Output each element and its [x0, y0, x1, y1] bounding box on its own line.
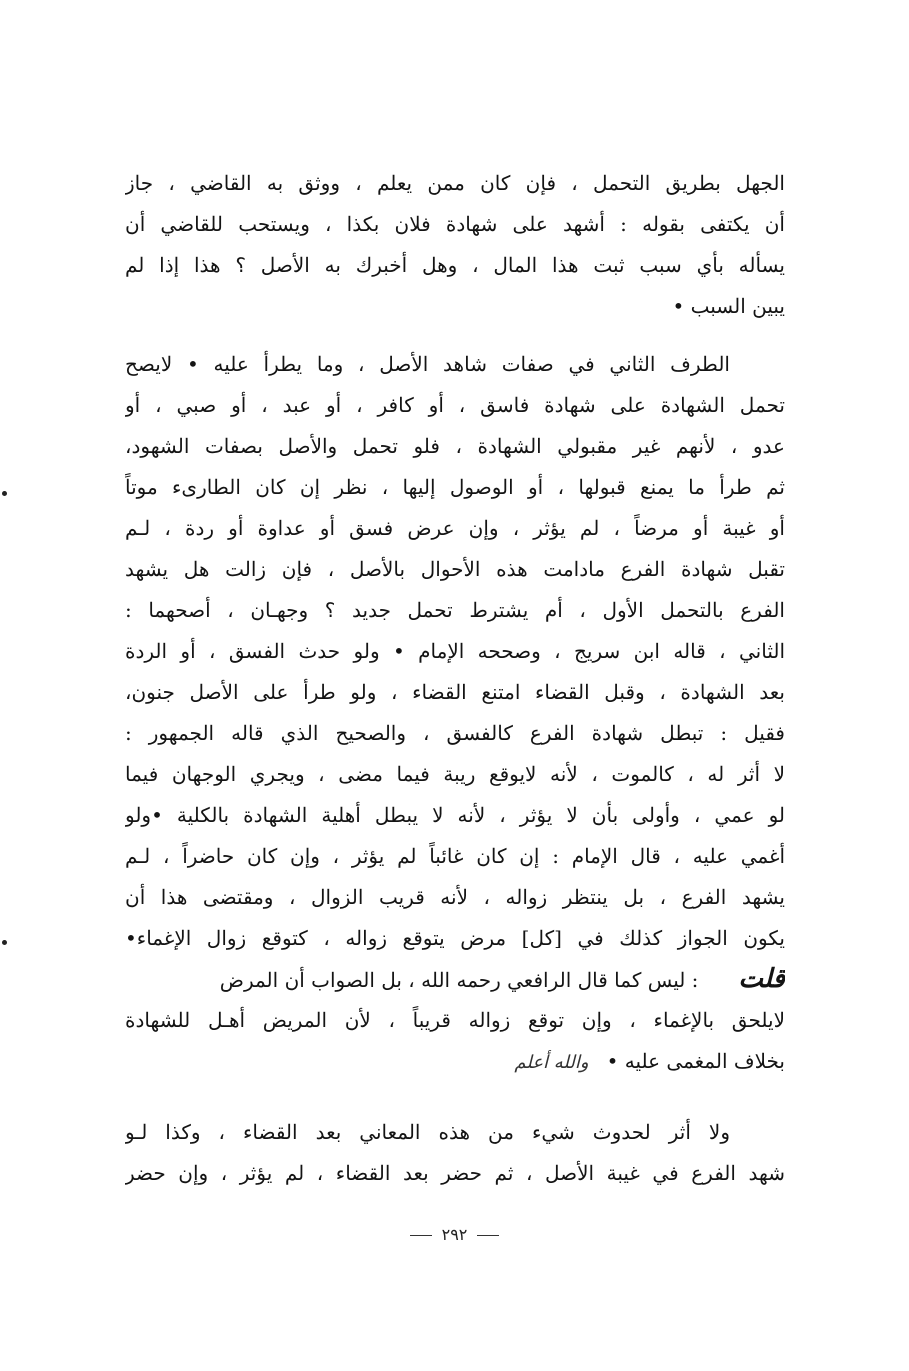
text-line: أن يكتفى بقوله : أشهد على شهادة فلان بكذا ، ويستحب للقاضي أن: [125, 212, 785, 236]
qult-text: بخلاف المغمى عليه •: [606, 1049, 785, 1073]
text-line: يكون الجواز كذلك في [كل] مرض يتوقع زواله ، كتوقع زوال الإغماء•: [125, 926, 785, 950]
text-line: تقبل شهادة الفرع مادامت هذه الأحوال بالأصل ، فإن زالت هل يشهد: [125, 557, 785, 581]
qult-text: : ليس كما قال الرافعي رحمه الله ، بل الصواب أن المرض: [219, 968, 699, 992]
text-line: ولا أثر لحدوث شيء من هذه المعاني بعد القضاء ، وكذا لـو: [125, 1120, 730, 1144]
page-number-dash: [477, 1235, 499, 1236]
text-line: عدو ، لأنهم غير مقبولي الشهادة ، فلو تحمل والأصل بصفات الشهود،: [125, 434, 785, 458]
text-line: يبين السبب •: [672, 294, 785, 318]
text-line: الفرع بالتحمل الأول ، أم يشترط تحمل جديد ؟ وجهـان ، أصحهما :: [125, 598, 785, 622]
closing-note: والله أعلم: [514, 1052, 589, 1073]
qult-last-line: [125, 1041, 785, 1082]
text-line: يشهد الفرع ، بل ينتظر زواله ، لأنه قريب الزوال ، ومقتضى هذا أن: [125, 885, 785, 909]
page-number-dash: [410, 1235, 432, 1236]
margin-mark: [2, 940, 7, 945]
text-line: الجهل بطريق التحمل ، فإن كان ممن يعلم ، ووثق به القاضي ، جاز: [125, 171, 785, 195]
text-line: تحمل الشهادة على شهادة فاسق ، أو كافر ، أو عبد ، أو صبي ، أو: [125, 393, 785, 417]
paragraph-1: [125, 163, 785, 327]
page-number: [0, 1225, 909, 1244]
text-line: بعد الشهادة ، وقبل القضاء امتنع القضاء ، ولو طرأ على الأصل جنون،: [125, 680, 785, 704]
qult-label: قلت: [738, 964, 785, 994]
paragraph-3: [125, 1112, 785, 1194]
text-line: يسأله بأي سبب ثبت هذا المال ، وهل أخبرك به الأصل ؟ هذا إذا لم: [125, 253, 785, 277]
text-line: شهد الفرع في غيبة الأصل ، ثم حضر بعد القضاء ، لم يؤثر ، وإن حضر: [125, 1161, 785, 1185]
text-line: أو غيبة أو مرضاً ، لم يؤثر ، وإن عرض فسق أو عداوة أو ردة ، لـم: [125, 516, 785, 540]
text-line: فقيل : تبطل شهادة الفرع كالفسق ، والصحيح الذي قاله الجمهور :: [125, 721, 785, 745]
text-line: الثاني ، قاله ابن سريج ، وصححه الإمام • ولو حدث الفسق ، أو الردة: [125, 639, 785, 663]
qult-line: [125, 959, 785, 1000]
text-line: لايلحق بالإغماء ، وإن توقع زواله قريباً ، لأن المريض أهـل للشهادة: [125, 1008, 785, 1032]
text-line: لا أثر له ، كالموت ، لأنه لايوقع ريبة فيما مضى ، ويجري الوجهان فيما: [125, 762, 785, 786]
margin-mark: [2, 491, 7, 496]
text-line: لو عمي ، وأولى بأن لا يؤثر ، لأنه لا يبطل أهلية الشهادة بالكلية •ولو: [125, 803, 785, 827]
paragraph-2: [125, 344, 785, 1082]
text-line: ثم طرأ ما يمنع قبولها ، أو الوصول إليها ، نظر إن كان الطارىء موتاً: [125, 475, 785, 499]
text-line: أغمي عليه ، قال الإمام : إن كان غائباً لم يؤثر ، وإن كان حاضراً ، لـم: [125, 844, 785, 868]
text-line: الطرف الثاني في صفات شاهد الأصل ، وما يطرأ عليه • لايصح: [125, 352, 730, 376]
page-number-value: ٢٩٢: [441, 1225, 468, 1244]
